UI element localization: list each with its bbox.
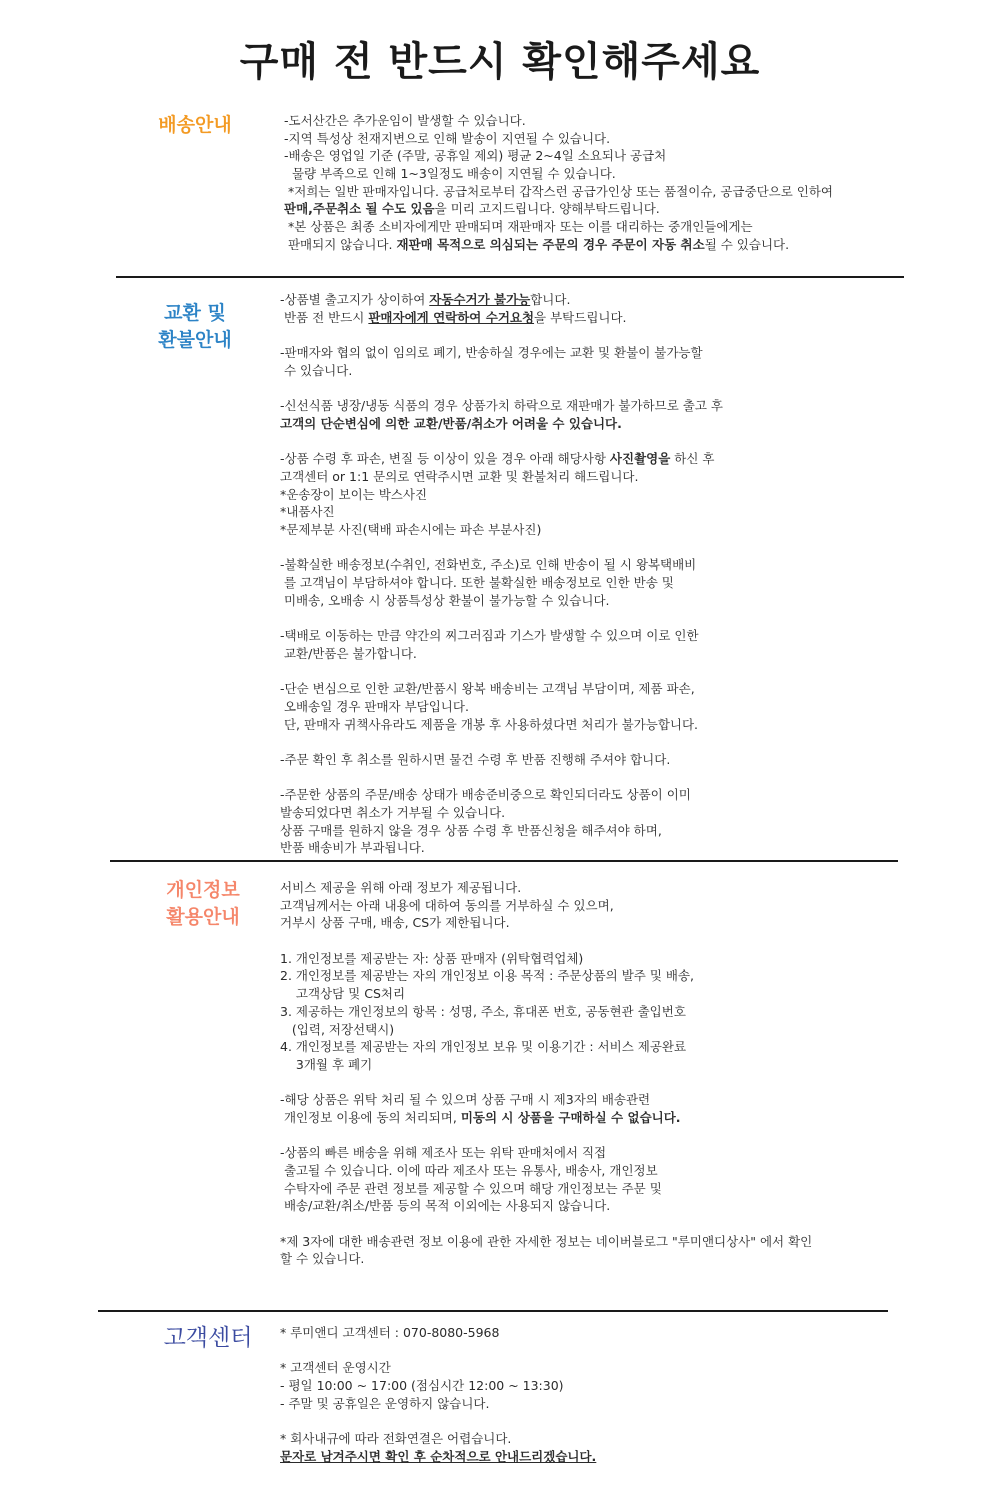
blank-line <box>280 932 920 950</box>
text-segment: -주문 확인 후 취소를 원하시면 물건 수령 후 반품 진행해 주셔야 합니다. <box>280 751 671 767</box>
text-segment: 미배송, 오배송 시 상품특성상 환불이 불가능할 수 있습니다. <box>280 592 610 608</box>
text-segment: 수탁자에 주문 관련 정보를 제공할 수 있으며 해당 개인정보는 주문 및 <box>280 1180 662 1196</box>
text-line <box>280 309 920 327</box>
text-segment: -상품의 빠른 배송을 위해 제조사 또는 위탁 판매처에서 직접 <box>280 1145 607 1161</box>
text-line <box>280 1021 920 1039</box>
text-segment: * 고객센터 운영시간 <box>280 1360 391 1376</box>
text-segment: -상품 수령 후 파손, 변질 등 이상이 있을 경우 아래 해당사항 <box>280 451 610 467</box>
text-line <box>284 236 924 254</box>
text-segment: -상품별 출고지가 상이하여 <box>280 292 430 307</box>
text-line <box>280 344 920 362</box>
text-segment: 서비스 제공을 위해 아래 정보가 제공됩니다. <box>280 880 522 895</box>
text-segment: 판매되지 않습니다. <box>284 236 397 252</box>
text-line <box>280 716 920 734</box>
text-line <box>280 1233 920 1251</box>
text-line <box>280 914 920 932</box>
text-line <box>280 486 920 504</box>
text-line <box>280 574 920 592</box>
text-line <box>280 556 920 574</box>
blank-line <box>280 769 920 787</box>
blank-line <box>280 1412 920 1430</box>
text-line <box>280 839 920 857</box>
text-segment: 자동수거가 불가능 <box>429 292 531 307</box>
text-segment: 할 수 있습니다. <box>280 1251 365 1267</box>
blank-line <box>280 433 920 451</box>
text-line <box>280 450 920 468</box>
text-segment: 합니다. <box>530 292 571 307</box>
text-line <box>284 165 924 183</box>
text-line <box>284 130 924 148</box>
text-segment: 고객센터 or 1:1 문의로 연락주시면 교환 및 환불처리 해드립니다. <box>280 468 639 484</box>
text-segment: *저희는 일반 판매자입니다. 공급처로부터 갑작스런 공급가인상 또는 품절이슈, 공급중단으로 인하여 <box>284 183 834 199</box>
shipping-section-title: 배송안내 <box>158 114 232 136</box>
blank-line <box>280 733 920 751</box>
text-segment: - 평일 10:00 ~ 17:00 (점심시간 12:00 ~ 13:30) <box>280 1378 564 1394</box>
shipping-section-body <box>284 112 924 254</box>
text-segment: *운송장이 보이는 박스사진 <box>280 486 428 502</box>
text-segment: 발송되었다면 취소가 거부될 수 있습니다. <box>280 804 506 820</box>
text-segment: 를 고객님이 부담하셔야 합니다. 또한 불확실한 배송정보로 인한 반송 및 <box>280 575 674 590</box>
text-line <box>280 967 920 985</box>
text-segment: 재판매 목적으로 의심되는 주문의 경우 주문이 자동 취소 <box>396 236 705 252</box>
text-segment: * 회사내규에 따라 전화연결은 어렵습니다. <box>280 1431 512 1447</box>
text-line <box>280 1162 920 1180</box>
text-segment: 개인정보 이용에 동의 처리되며, <box>280 1109 461 1125</box>
text-segment: -불확실한 배송정보(수취인, 전화번호, 주소)로 인해 반송이 될 시 왕복택배비 <box>280 557 697 573</box>
text-line <box>280 680 920 698</box>
text-segment: -판매자와 협의 없이 임의로 폐기, 반송하실 경우에는 교환 및 환불이 불가능할 <box>280 345 703 361</box>
text-segment: 출고될 수 있습니다. 이에 따라 제조사 또는 유통사, 배송사, 개인정보 <box>280 1163 658 1178</box>
text-segment: 될 수 있습니다. <box>704 236 790 252</box>
exchange-section-body <box>280 291 920 857</box>
text-segment: * 루미앤디 고객센터 : 070-8080-5968 <box>280 1325 500 1340</box>
page-title: 구매 전 반드시 확인해주세요 <box>239 39 761 85</box>
text-line <box>280 804 920 822</box>
text-line <box>280 592 920 610</box>
text-line <box>280 1250 920 1268</box>
text-line <box>280 1056 920 1074</box>
text-line <box>280 1180 920 1198</box>
text-segment: *제 3자에 대한 배송관련 정보 이용에 관한 자세한 정보는 네이버블로그 "루미앤디상사" 에서 확인 <box>280 1233 813 1249</box>
text-segment: 고객상담 및 CS처리 <box>280 986 406 1002</box>
text-segment: 반품 배송비가 부과됩니다. <box>280 840 425 856</box>
blank-line <box>280 379 920 397</box>
text-line <box>280 1448 920 1466</box>
text-line <box>280 1395 920 1413</box>
divider-2 <box>110 860 898 862</box>
text-segment: 오배송일 경우 판매자 부담입니다. <box>280 698 469 714</box>
text-line <box>280 503 920 521</box>
text-segment: -신선식품 냉장/냉동 식품의 경우 상품가치 하락으로 재판매가 불가하므로 출고 후 <box>280 398 723 414</box>
blank-line <box>280 1074 920 1092</box>
blank-line <box>280 1342 920 1360</box>
text-segment: -택배로 이동하는 만큼 약간의 찌그러짐과 기스가 발생할 수 있으며 이로 인한 <box>280 628 699 644</box>
text-line <box>284 218 924 236</box>
text-segment: 3개월 후 폐기 <box>280 1056 373 1072</box>
text-segment: 사진촬영을 <box>609 451 671 467</box>
text-segment: 을 부탁드립니다. <box>534 309 627 325</box>
text-segment: -배송은 영업일 기준 (주말, 공휴일 제외) 평균 2~4일 소요되나 공급처 <box>284 148 667 164</box>
text-segment: 단, 판매자 귀책사유라도 제품을 개봉 후 사용하셨다면 처리가 불가능합니다. <box>280 716 699 732</box>
support-section-body <box>280 1324 920 1466</box>
text-line <box>280 1430 920 1448</box>
text-segment: 물량 부족으로 인해 1~3일정도 배송이 지연될 수 있습니다. <box>284 166 616 182</box>
text-segment: 2. 개인정보를 제공받는 자의 개인정보 이용 목적 : 주문상품의 발주 및 배송, <box>280 968 694 984</box>
text-segment: *문제부분 사진(택배 파손시에는 파손 부분사진) <box>280 521 542 537</box>
text-line <box>280 879 920 897</box>
text-segment: -지역 특성상 천재지변으로 인해 발송이 지연될 수 있습니다. <box>284 130 611 146</box>
text-segment: -단순 변심으로 인한 교환/반품시 왕복 배송비는 고객님 부담이며, 제품 파손, <box>280 681 695 697</box>
text-line <box>280 415 920 433</box>
text-segment: 하신 후 <box>670 451 715 467</box>
divider-1 <box>116 276 904 278</box>
text-line <box>280 362 920 380</box>
text-segment: 문자로 남겨주시면 확인 후 순차적으로 안내드리겠습니다. <box>280 1448 597 1464</box>
text-line <box>284 147 924 165</box>
text-segment: 교환/반품은 불가합니다. <box>280 645 417 661</box>
exchange-section-title: 교환 및 환불안내 <box>158 302 232 351</box>
blank-line <box>280 609 920 627</box>
text-line <box>280 786 920 804</box>
text-line <box>280 698 920 716</box>
blank-line <box>280 662 920 680</box>
blank-line <box>280 539 920 557</box>
text-line <box>280 1038 920 1056</box>
text-segment: - 주말 및 공휴일은 운영하지 않습니다. <box>280 1395 490 1411</box>
text-segment: -주문한 상품의 주문/배송 상태가 배송준비중으로 확인되더라도 상품이 이미 <box>280 787 691 803</box>
text-segment: 고객의 단순변심에 의한 교환/반품/취소가 어려울 수 있습니다. <box>280 415 622 431</box>
text-segment: 1. 개인정보를 제공받는 자: 상품 판매자 (위탁협력업체) <box>280 950 584 966</box>
text-line <box>280 645 920 663</box>
text-line <box>280 1144 920 1162</box>
text-line <box>280 751 920 769</box>
text-segment: (입력, 저장선택시) <box>280 1021 395 1037</box>
text-segment: 판매자에게 연락하여 수거요청 <box>368 309 535 325</box>
text-segment: 고객님께서는 아래 내용에 대하여 동의를 거부하실 수 있으며, <box>280 897 614 913</box>
text-segment: *본 상품은 최종 소비자에게만 판매되며 재판매자 또는 이를 대리하는 중개인들에게는 <box>284 219 753 235</box>
blank-line <box>280 1215 920 1233</box>
text-segment: -해당 상품은 위탁 처리 될 수 있으며 상품 구매 시 제3자의 배송관련 <box>280 1092 651 1108</box>
text-line <box>280 291 920 309</box>
text-line <box>284 183 924 201</box>
text-segment: 거부시 상품 구매, 배송, CS가 제한됩니다. <box>280 915 510 931</box>
privacy-section-title: 개인정보 활용안내 <box>166 879 240 928</box>
text-segment: 상품 구매를 원하지 않을 경우 상품 수령 후 반품신청을 해주셔야 하며, <box>280 822 662 838</box>
privacy-section-body <box>280 879 920 1268</box>
text-segment: 4. 개인정보를 제공받는 자의 개인정보 보유 및 이용기간 : 서비스 제공완료 <box>280 1039 687 1055</box>
text-line <box>280 1359 920 1377</box>
text-segment: 3. 제공하는 개인정보의 항목 : 성명, 주소, 휴대폰 번호, 공동현관 출입번호 <box>280 1003 686 1019</box>
text-line <box>280 627 920 645</box>
text-segment: 수 있습니다. <box>280 362 353 378</box>
text-line <box>280 985 920 1003</box>
text-line <box>280 468 920 486</box>
text-line <box>284 112 924 130</box>
text-line <box>280 1377 920 1395</box>
text-segment: 반품 전 반드시 <box>280 309 369 325</box>
text-segment: 미동의 시 상품을 구매하실 수 없습니다. <box>460 1109 681 1125</box>
divider-3 <box>98 1310 888 1312</box>
text-line <box>284 200 924 218</box>
text-line <box>280 1003 920 1021</box>
text-line <box>280 1091 920 1109</box>
text-line <box>280 1109 920 1127</box>
blank-line <box>280 1127 920 1145</box>
text-line <box>280 397 920 415</box>
text-line <box>280 1197 920 1215</box>
text-line <box>280 897 920 915</box>
blank-line <box>280 326 920 344</box>
text-segment: 판매,주문취소 될 수도 있음 <box>284 201 435 217</box>
text-segment: 을 미리 고지드립니다. 양해부탁드립니다. <box>434 201 660 217</box>
text-line <box>280 1324 920 1342</box>
text-segment: 배송/교환/취소/반품 등의 목적 이외에는 사용되지 않습니다. <box>280 1198 611 1214</box>
text-line <box>280 950 920 968</box>
support-section-title: 고객센터 <box>163 1325 253 1351</box>
text-segment: -도서산간은 추가운임이 발생할 수 있습니다. <box>284 113 526 128</box>
text-segment: *내품사진 <box>280 504 335 520</box>
text-line <box>280 822 920 840</box>
text-line <box>280 521 920 539</box>
